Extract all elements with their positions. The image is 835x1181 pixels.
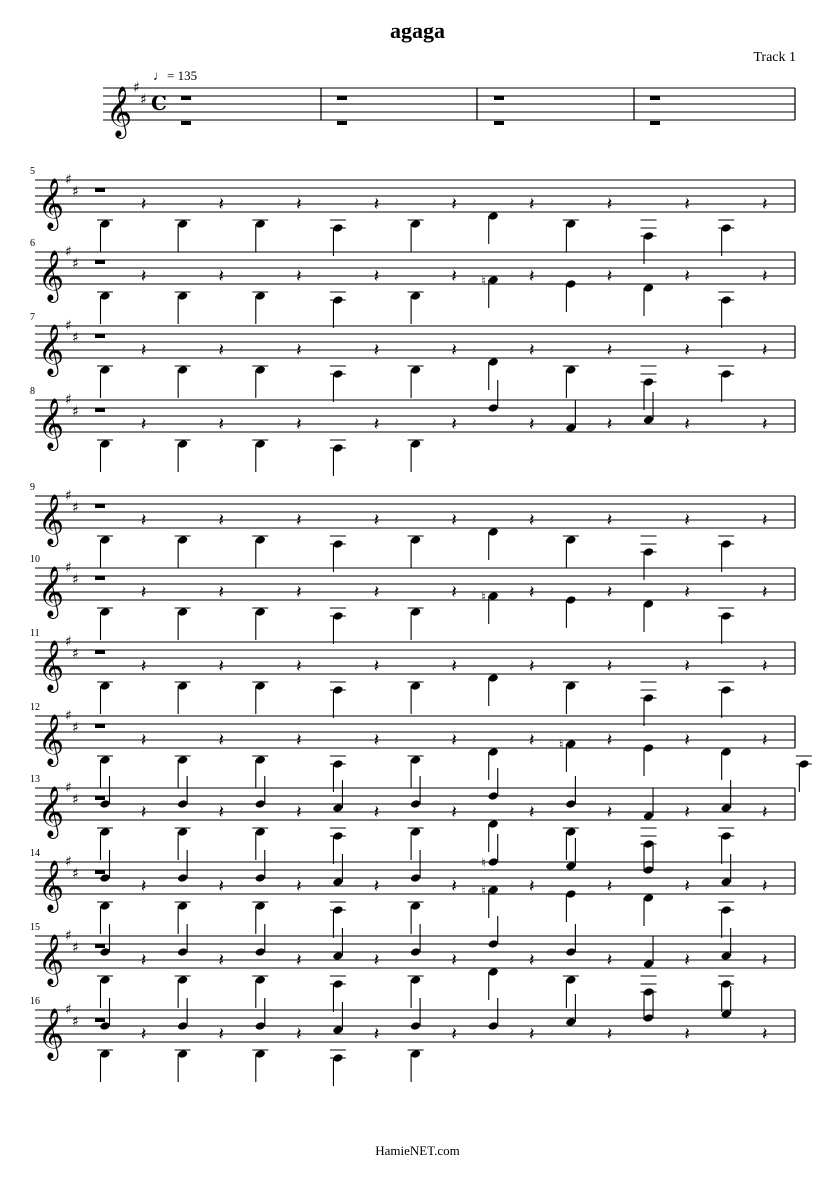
quarter-rest-icon: 𝄽 — [373, 582, 380, 603]
sharp-icon: ♯ — [65, 392, 72, 408]
quarter-rest-icon: 𝄽 — [218, 582, 224, 603]
quarter-rest-icon: 𝄽 — [684, 582, 690, 603]
quarter-rest-icon: 𝄽 — [451, 510, 457, 531]
quarter-rest-icon: 𝄽 — [451, 194, 457, 215]
whole-rest — [95, 576, 105, 580]
measure-number: 10 — [30, 554, 40, 565]
measure-number: 8 — [30, 386, 35, 397]
sharp-icon: ♯ — [72, 720, 79, 736]
quarter-rest-icon: 𝄽 — [762, 1024, 768, 1045]
treble-clef-icon: 𝄞 — [38, 640, 65, 691]
quarter-rest-icon: 𝄽 — [373, 414, 380, 435]
measure-number: 11 — [30, 628, 40, 639]
treble-clef-icon: 𝄞 — [38, 860, 65, 911]
measure-number: 5 — [30, 166, 35, 177]
quarter-rest-icon: 𝄽 — [762, 950, 768, 971]
whole-rest — [494, 96, 504, 100]
quarter-rest-icon: 𝄽 — [529, 194, 535, 215]
quarter-rest-icon: 𝄽 — [373, 656, 380, 677]
quarter-rest-icon: 𝄽 — [296, 340, 302, 361]
quarter-rest-icon: 𝄽 — [529, 802, 535, 823]
measure-number: 14 — [30, 848, 40, 859]
sharp-icon: ♯ — [65, 1002, 72, 1018]
quarter-rest-icon: 𝄽 — [451, 266, 457, 287]
sharp-icon: ♯ — [72, 572, 79, 588]
quarter-rest-icon: 𝄽 — [606, 950, 613, 971]
footer-credit: HamieNET.com — [375, 1143, 460, 1158]
sharp-icon: ♯ — [72, 792, 79, 808]
sharp-icon: ♯ — [65, 708, 72, 724]
natural-icon: ♮ — [558, 738, 564, 753]
natural-icon: ♮ — [481, 590, 486, 605]
quarter-rest-icon: 𝄽 — [606, 194, 613, 215]
quarter-rest-icon: 𝄽 — [296, 730, 302, 751]
tempo-note-icon: ♩ — [153, 68, 166, 83]
score-title: agaga — [390, 18, 445, 43]
quarter-rest-icon: 𝄽 — [606, 1024, 613, 1045]
quarter-rest-icon: 𝄽 — [140, 340, 147, 361]
whole-rest — [181, 96, 191, 100]
quarter-rest-icon: 𝄽 — [529, 340, 535, 361]
sharp-icon: ♯ — [65, 488, 72, 504]
treble-clef-icon: 𝄞 — [38, 934, 65, 985]
quarter-rest-icon: 𝄽 — [296, 266, 302, 287]
quarter-rest-icon: 𝄽 — [762, 876, 768, 897]
quarter-rest-icon: 𝄽 — [606, 656, 613, 677]
measure-number: 13 — [30, 774, 40, 785]
sharp-icon: ♯ — [72, 940, 79, 956]
sharp-icon: ♯ — [72, 404, 79, 420]
quarter-rest-icon: 𝄽 — [218, 194, 224, 215]
quarter-rest-icon: 𝄽 — [684, 1024, 690, 1045]
quarter-rest-icon: 𝄽 — [684, 730, 690, 751]
quarter-rest-icon: 𝄽 — [218, 266, 224, 287]
quarter-rest-icon: 𝄽 — [296, 876, 302, 897]
quarter-rest-icon: 𝄽 — [218, 414, 224, 435]
quarter-rest-icon: 𝄽 — [762, 194, 768, 215]
sharp-icon: ♯ — [65, 318, 72, 334]
whole-rest — [95, 944, 105, 948]
sharp-icon: ♯ — [72, 646, 79, 662]
quarter-rest-icon: 𝄽 — [684, 950, 690, 971]
quarter-rest-icon: 𝄽 — [606, 340, 613, 361]
whole-rest — [650, 96, 660, 100]
sharp-icon: ♯ — [65, 780, 72, 796]
natural-icon: ♮ — [481, 856, 486, 871]
whole-rest — [95, 724, 105, 728]
treble-clef-icon: 𝄞 — [38, 250, 65, 301]
natural-icon: ♮ — [481, 884, 486, 899]
quarter-rest-icon: 𝄽 — [684, 340, 690, 361]
sharp-icon: ♯ — [65, 928, 72, 944]
quarter-rest-icon: 𝄽 — [451, 730, 457, 751]
quarter-rest-icon: 𝄽 — [140, 876, 147, 897]
whole-rest — [650, 121, 660, 125]
quarter-rest-icon: 𝄽 — [606, 876, 613, 897]
quarter-rest-icon: 𝄽 — [451, 414, 457, 435]
quarter-rest-icon: 𝄽 — [296, 656, 302, 677]
measure-number: 9 — [30, 482, 35, 493]
quarter-rest-icon: 𝄽 — [529, 656, 535, 677]
quarter-rest-icon: 𝄽 — [684, 414, 690, 435]
quarter-rest-icon: 𝄽 — [373, 340, 380, 361]
quarter-rest-icon: 𝄽 — [529, 1024, 535, 1045]
quarter-rest-icon: 𝄽 — [529, 414, 535, 435]
quarter-rest-icon: 𝄽 — [762, 656, 768, 677]
treble-clef-icon: 𝄞 — [106, 86, 133, 137]
quarter-rest-icon: 𝄽 — [218, 802, 224, 823]
treble-clef-icon: 𝄞 — [38, 398, 65, 449]
quarter-rest-icon: 𝄽 — [140, 266, 147, 287]
treble-clef-icon: 𝄞 — [38, 714, 65, 765]
treble-clef-icon: 𝄞 — [38, 324, 65, 375]
quarter-rest-icon: 𝄽 — [140, 414, 147, 435]
quarter-rest-icon: 𝄽 — [606, 266, 613, 287]
quarter-rest-icon: 𝄽 — [296, 1024, 302, 1045]
quarter-rest-icon: 𝄽 — [762, 802, 768, 823]
treble-clef-icon: 𝄞 — [38, 566, 65, 617]
measure-number: 15 — [30, 922, 40, 933]
quarter-rest-icon: 𝄽 — [296, 582, 302, 603]
whole-rest — [95, 408, 105, 412]
quarter-rest-icon: 𝄽 — [529, 730, 535, 751]
time-signature: C — [151, 91, 167, 115]
sharp-icon: ♯ — [72, 1014, 79, 1030]
quarter-rest-icon: 𝄽 — [296, 510, 302, 531]
sharp-icon: ♯ — [65, 560, 72, 576]
whole-rest — [337, 96, 347, 100]
quarter-rest-icon: 𝄽 — [451, 876, 457, 897]
quarter-rest-icon: 𝄽 — [373, 950, 380, 971]
instrument-name: Track 1 — [753, 50, 796, 65]
quarter-rest-icon: 𝄽 — [451, 582, 457, 603]
sharp-icon: ♯ — [72, 330, 79, 346]
quarter-rest-icon: 𝄽 — [140, 510, 147, 531]
measure-number: 6 — [30, 238, 35, 249]
quarter-rest-icon: 𝄽 — [451, 950, 457, 971]
quarter-rest-icon: 𝄽 — [373, 510, 380, 531]
quarter-rest-icon: 𝄽 — [529, 510, 535, 531]
whole-rest — [95, 504, 105, 508]
quarter-rest-icon: 𝄽 — [140, 582, 147, 603]
quarter-rest-icon: 𝄽 — [296, 950, 302, 971]
quarter-rest-icon: 𝄽 — [140, 950, 147, 971]
sharp-icon: ♯ — [140, 92, 147, 108]
quarter-rest-icon: 𝄽 — [296, 414, 302, 435]
whole-rest — [95, 260, 105, 264]
quarter-rest-icon: 𝄽 — [606, 414, 613, 435]
whole-rest — [95, 796, 105, 800]
quarter-rest-icon: 𝄽 — [684, 656, 690, 677]
quarter-rest-icon: 𝄽 — [762, 510, 768, 531]
quarter-rest-icon: 𝄽 — [218, 340, 224, 361]
whole-rest — [95, 650, 105, 654]
quarter-rest-icon: 𝄽 — [218, 656, 224, 677]
quarter-rest-icon: 𝄽 — [296, 802, 302, 823]
measure-number: 7 — [30, 312, 35, 323]
quarter-rest-icon: 𝄽 — [451, 802, 457, 823]
quarter-rest-icon: 𝄽 — [296, 194, 302, 215]
quarter-rest-icon: 𝄽 — [373, 730, 380, 751]
quarter-rest-icon: 𝄽 — [140, 1024, 147, 1045]
natural-icon: ♮ — [481, 274, 486, 289]
sharp-icon: ♯ — [72, 256, 79, 272]
sharp-icon: ♯ — [133, 80, 140, 96]
quarter-rest-icon: 𝄽 — [606, 802, 613, 823]
quarter-rest-icon: 𝄽 — [218, 510, 224, 531]
quarter-rest-icon: 𝄽 — [373, 876, 380, 897]
quarter-rest-icon: 𝄽 — [762, 730, 768, 751]
quarter-rest-icon: 𝄽 — [762, 266, 768, 287]
sharp-icon: ♯ — [72, 866, 79, 882]
quarter-rest-icon: 𝄽 — [373, 194, 380, 215]
whole-rest — [95, 870, 105, 874]
quarter-rest-icon: 𝄽 — [684, 510, 690, 531]
quarter-rest-icon: 𝄽 — [140, 194, 147, 215]
sharp-icon: ♯ — [65, 172, 72, 188]
treble-clef-icon: 𝄞 — [38, 178, 65, 229]
quarter-rest-icon: 𝄽 — [684, 876, 690, 897]
measure-number: 16 — [30, 996, 40, 1007]
quarter-rest-icon: 𝄽 — [451, 340, 457, 361]
quarter-rest-icon: 𝄽 — [684, 194, 690, 215]
quarter-rest-icon: 𝄽 — [373, 266, 380, 287]
treble-clef-icon: 𝄞 — [38, 494, 65, 545]
quarter-rest-icon: 𝄽 — [451, 656, 457, 677]
sharp-icon: ♯ — [72, 184, 79, 200]
quarter-rest-icon: 𝄽 — [762, 340, 768, 361]
quarter-rest-icon: 𝄽 — [373, 802, 380, 823]
quarter-rest-icon: 𝄽 — [140, 730, 147, 751]
measure-number: 12 — [30, 702, 40, 713]
quarter-rest-icon: 𝄽 — [529, 582, 535, 603]
quarter-rest-icon: 𝄽 — [684, 266, 690, 287]
quarter-rest-icon: 𝄽 — [218, 730, 224, 751]
sharp-icon: ♯ — [65, 854, 72, 870]
quarter-rest-icon: 𝄽 — [218, 876, 224, 897]
whole-rest — [95, 334, 105, 338]
tempo-marking: = 135 — [167, 68, 198, 83]
whole-rest — [95, 188, 105, 192]
sharp-icon: ♯ — [65, 634, 72, 650]
whole-rest — [95, 1018, 105, 1022]
quarter-rest-icon: 𝄽 — [684, 802, 690, 823]
quarter-rest-icon: 𝄽 — [606, 510, 613, 531]
quarter-rest-icon: 𝄽 — [218, 950, 224, 971]
sharp-icon: ♯ — [72, 500, 79, 516]
treble-clef-icon: 𝄞 — [38, 786, 65, 837]
sharp-icon: ♯ — [65, 244, 72, 260]
quarter-rest-icon: 𝄽 — [762, 414, 768, 435]
whole-rest — [181, 121, 191, 125]
quarter-rest-icon: 𝄽 — [529, 266, 535, 287]
whole-rest — [337, 121, 347, 125]
quarter-rest-icon: 𝄽 — [140, 802, 147, 823]
quarter-rest-icon: 𝄽 — [606, 582, 613, 603]
quarter-rest-icon: 𝄽 — [373, 1024, 380, 1045]
treble-clef-icon: 𝄞 — [38, 1008, 65, 1059]
quarter-rest-icon: 𝄽 — [606, 730, 613, 751]
quarter-rest-icon: 𝄽 — [140, 656, 147, 677]
quarter-rest-icon: 𝄽 — [218, 1024, 224, 1045]
quarter-rest-icon: 𝄽 — [529, 950, 535, 971]
whole-rest — [494, 121, 504, 125]
quarter-rest-icon: 𝄽 — [762, 582, 768, 603]
quarter-rest-icon: 𝄽 — [529, 876, 535, 897]
quarter-rest-icon: 𝄽 — [451, 1024, 457, 1045]
